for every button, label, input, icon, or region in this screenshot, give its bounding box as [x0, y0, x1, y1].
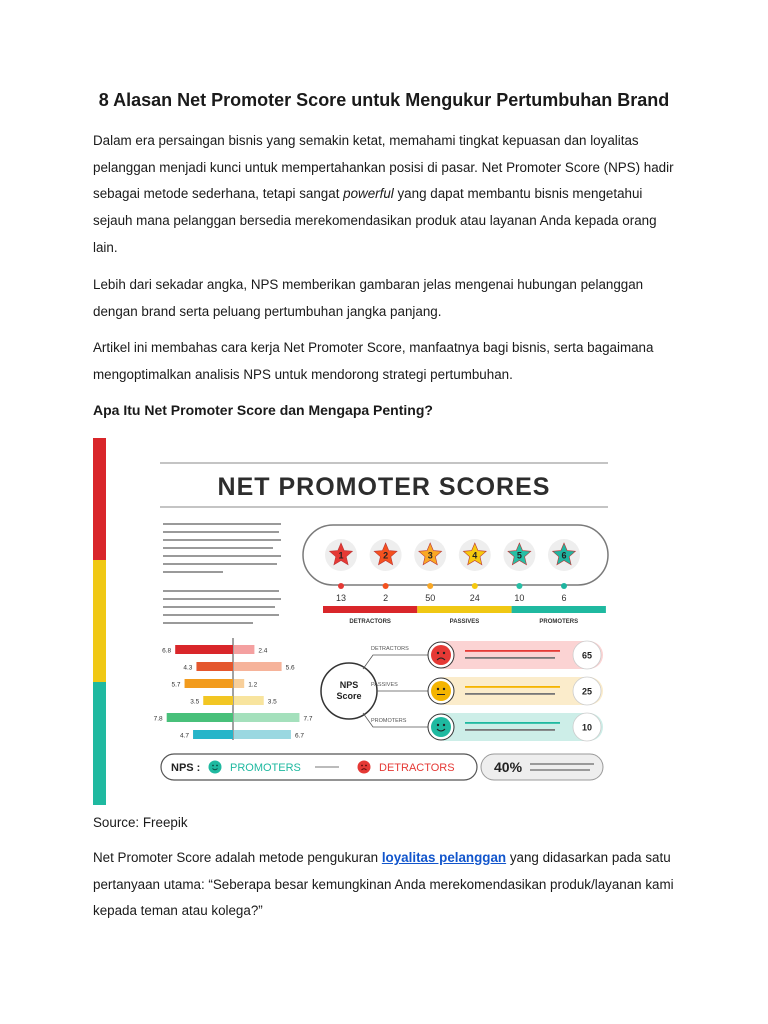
star-dot-2	[383, 583, 389, 589]
bar-right-value-2: 5.6	[285, 664, 295, 672]
segment-label-promoters: PROMOTERS	[539, 619, 579, 625]
star-dot-1	[338, 583, 344, 589]
definition-part1: Net Promoter Score adalah metode pengukuran	[93, 850, 382, 865]
row-value-detractors: 65	[581, 650, 593, 661]
infographic-title: NET PROMOTER SCORES	[217, 473, 551, 501]
legend-detractors: DETRACTORS	[379, 762, 455, 774]
loyalty-link[interactable]: loyalitas pelanggan	[381, 850, 507, 865]
star-label-4: 4	[472, 550, 478, 561]
bar-left-5	[167, 713, 233, 722]
definition-part2: yang didasarkan pada satu pertanyaan utama: “Seberapa besar kemungkinan Anda merekomendasikan produk/layanan kami kepada teman atau kolega?”	[93, 850, 674, 919]
star-count-5: 10	[514, 593, 525, 603]
bar-right-value-1: 2.4	[258, 647, 268, 655]
paragraph-intro-part1: Dalam era persaingan bisnis yang semakin ketat, memahami tingkat kepuasan dan loyalitas pelanggan menjadi kunci untuk mempertahankan posisi di pasar. Net Promoter Score (NPS) hadir sebagai metode sederhana, tetapi sangat	[93, 133, 674, 202]
bar-right-1	[234, 645, 254, 654]
detractor-face-icon	[358, 761, 371, 774]
segment-detractors	[323, 606, 417, 613]
legend-promoters: PROMOTERS	[230, 762, 301, 774]
paragraph-nps-overview: Lebih dari sekadar angka, NPS memberikan gambaran jelas mengenai hubungan pelanggan dengan brand serta peluang pertumbuhan jangka panjang.	[93, 277, 644, 319]
promoter-face-icon	[209, 761, 222, 774]
bar-right-value-5: 7.7	[303, 715, 313, 723]
row-value-passives: 25	[581, 686, 593, 697]
color-strip	[93, 438, 106, 805]
bar-left-1	[175, 645, 233, 654]
star-count-4: 24	[469, 593, 480, 603]
percent-value: 40%	[494, 759, 523, 775]
star-count-3: 50	[425, 593, 436, 603]
bar-left-value-6: 4.7	[180, 732, 190, 740]
nps-score-label-line1: NPS	[339, 680, 359, 690]
bar-left-value-3: 5.7	[171, 681, 181, 689]
segment-label-detractors: DETRACTORS	[349, 619, 391, 625]
bar-right-value-4: 3.5	[267, 698, 277, 706]
infographic-canvas	[93, 438, 623, 805]
bar-left-2	[196, 662, 233, 671]
row-value-promoters: 10	[581, 722, 593, 733]
bar-right-5	[234, 713, 299, 722]
star-label-1: 1	[338, 550, 344, 561]
bar-right-value-6: 6.7	[294, 732, 304, 740]
star-count-2: 2	[383, 593, 389, 603]
bar-right-3	[234, 679, 244, 688]
article-title: 8 Alasan Net Promoter Score untuk Mengukur Pertumbuhan Brand	[98, 90, 670, 110]
paragraph-intro-part2: yang dapat membantu bisnis mengetahui sejauh mana pelanggan bersedia merekomendasikan produk atau layanan Anda kepada orang lain.	[93, 186, 657, 255]
star-dot-4	[472, 583, 478, 589]
bar-left-value-1: 6.8	[162, 647, 172, 655]
bar-left-value-2: 4.3	[183, 664, 193, 672]
segment-label-passives: PASSIVES	[449, 619, 480, 625]
star-count-row	[336, 583, 567, 603]
star-count-1: 13	[335, 593, 347, 603]
bar-right-2	[234, 662, 282, 671]
nps-score-label-line2: Score	[336, 691, 362, 701]
paragraph-article-scope: Artikel ini membahas cara kerja Net Promoter Score, manfaatnya bagi bisnis, serta bagaimana mengoptimalkan analisis NPS untuk mendorong strategi pertumbuhan.	[93, 340, 654, 382]
lorem-text-block	[163, 523, 281, 624]
row-label-promoters: PROMOTERS	[371, 718, 407, 724]
bar-right-4	[234, 696, 264, 705]
paragraph-nps-definition	[93, 845, 683, 925]
nps-category-rows	[363, 641, 603, 741]
bar-left-value-5: 7.8	[153, 715, 163, 723]
section-heading: Apa Itu Net Promoter Score dan Mengapa Penting?	[93, 402, 433, 418]
segment-passives	[417, 606, 511, 613]
connector-detractors	[363, 655, 429, 669]
bar-right-value-3: 1.2	[248, 681, 258, 689]
paragraph-intro	[93, 128, 683, 262]
row-label-detractors: DETRACTORS	[371, 646, 409, 652]
bar-left-4	[203, 696, 233, 705]
segment-promoters	[512, 606, 606, 613]
nps-infographic	[93, 438, 623, 805]
segment-bar	[323, 606, 606, 625]
star-label-5: 5	[516, 550, 522, 561]
row-label-passives: PASSIVES	[371, 682, 398, 688]
star-dot-5	[516, 583, 522, 589]
image-source: Source: Freepik	[93, 815, 188, 830]
face-icon-promoters	[431, 717, 451, 737]
paragraph-intro-emphasis: powerful	[343, 186, 394, 202]
star-label-3: 3	[427, 550, 433, 561]
star-label-6: 6	[561, 550, 567, 561]
star-dot-6	[561, 583, 567, 589]
star-label-2: 2	[383, 550, 389, 561]
bar-left-value-4: 3.5	[190, 698, 200, 706]
face-icon-detractors	[431, 645, 451, 665]
star-count-6: 6	[561, 593, 567, 603]
face-icon-passives	[431, 681, 451, 701]
bar-right-6	[234, 730, 291, 739]
star-dot-3	[427, 583, 433, 589]
bar-left-3	[185, 679, 233, 688]
bar-left-6	[193, 730, 233, 739]
legend-nps-label: NPS :	[171, 762, 201, 774]
